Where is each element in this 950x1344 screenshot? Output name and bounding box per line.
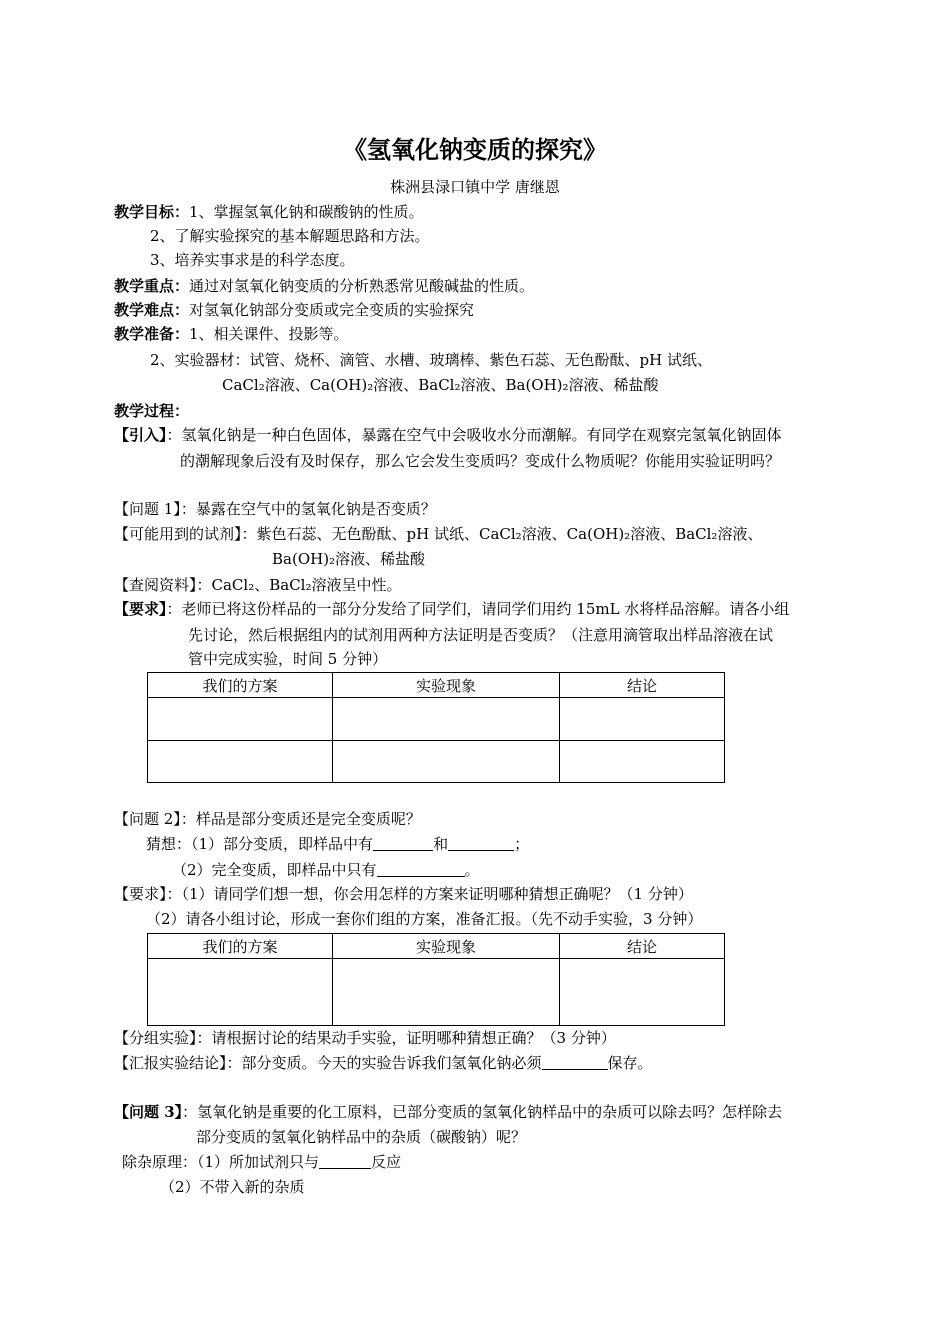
difficulty-line xyxy=(114,299,474,321)
info-text: ：CaCl₂、BaCl₂溶液呈中性。 xyxy=(196,576,402,594)
intro-label: 【引入】 xyxy=(114,426,167,444)
process-label: 教学过程： xyxy=(114,402,190,420)
answer-blank[interactable] xyxy=(373,834,433,851)
objective-item: 2、了解实验探究的基本解题思路和方法。 xyxy=(150,227,430,245)
preparation-item: 2、实验器材：试管、烧杯、滴管、水槽、玻璃棒、紫色石蕊、无色酚酞、pH 试纸、 xyxy=(150,351,712,369)
preparation-item-cont: CaCl₂溶液、Ca(OH)₂溶液、BaCl₂溶液、Ba(OH)₂溶液、稀盐酸 xyxy=(222,376,659,394)
q3-label: 【问题 3】 xyxy=(114,1103,183,1121)
key-point-line xyxy=(114,275,534,297)
guess1-line xyxy=(146,833,529,855)
q2-line xyxy=(114,808,421,830)
q1-line xyxy=(114,498,436,520)
q3-line xyxy=(114,1101,782,1123)
reagents-text: ：紫色石蕊、无色酚酞、pH 试纸、CaCl₂溶液、Ca(OH)₂溶液、BaCl₂溶液、 xyxy=(241,525,763,543)
reagents-line xyxy=(114,523,762,545)
table-cell[interactable] xyxy=(560,959,725,1026)
preparation-item: 1、相关课件、投影等。 xyxy=(189,325,349,343)
table-header: 实验现象 xyxy=(333,673,560,698)
table-header: 实验现象 xyxy=(333,934,560,959)
group-experiment-text: ：请根据讨论的结果动手实验，证明哪种猜想正确？（3 分钟） xyxy=(196,1029,616,1047)
report-text: ：部分变质。今天的实验告诉我们氢氧化钠必须 xyxy=(226,1054,542,1072)
answer-blank[interactable] xyxy=(319,1152,371,1169)
intro-text-cont: 的潮解现象后没有及时保存，那么它会发生变质吗？变成什么物质呢？你能用实验证明吗？ xyxy=(180,452,781,470)
objectives-label: 教学目标： xyxy=(114,203,190,221)
experiment-table-1 xyxy=(147,672,725,783)
q2-text: ：样品是部分变质还是完全变质呢？ xyxy=(180,810,421,828)
guess1-text: （1）部分变质，即样品中有 xyxy=(191,835,374,853)
table-cell[interactable] xyxy=(333,959,560,1026)
experiment-table-2 xyxy=(147,933,725,1026)
q2-label: 【问题 2】 xyxy=(114,810,181,828)
page-title: 《氢氧化钠变质的探究》 xyxy=(343,135,607,164)
table-row xyxy=(148,741,725,783)
difficulty-text: 对氢氧化钠部分变质或完全变质的实验探究 xyxy=(189,301,475,319)
q3-text-cont: 部分变质的氢氧化钠样品中的杂质（碳酸钠）呢？ xyxy=(196,1128,527,1146)
group-experiment-label: 【分组实验】 xyxy=(114,1029,197,1047)
table-header: 我们的方案 xyxy=(148,934,333,959)
info-line xyxy=(114,574,401,596)
requirement-text-cont: 先讨论，然后根据组内的试剂用两种方法证明是否变质？（注意用滴管取出样品溶液在试 xyxy=(188,626,774,644)
table-cell[interactable] xyxy=(148,959,333,1026)
reagents-text-cont: Ba(OH)₂溶液、稀盐酸 xyxy=(272,550,426,568)
principle-label: 除杂原理： xyxy=(122,1153,198,1171)
guess2-end: 。 xyxy=(464,861,480,879)
report-label: 【汇报实验结论】 xyxy=(114,1054,227,1072)
author-line: 株洲县渌口镇中学 唐继恩 xyxy=(390,178,560,196)
key-point-label: 教学重点： xyxy=(114,277,190,295)
preparation-line xyxy=(114,323,349,345)
intro-line xyxy=(114,424,782,446)
requirement-text-cont: （2）请各小组讨论，形成一套你们组的方案，准备汇报。（先不动手实验，3 分钟） xyxy=(146,910,703,928)
difficulty-label: 教学难点： xyxy=(114,301,190,319)
table-row xyxy=(148,959,725,1026)
requirement-label: 【要求】 xyxy=(114,885,167,903)
q1-label: 【问题 1】 xyxy=(114,500,181,518)
table-header: 结论 xyxy=(560,673,725,698)
q1-text: ：暴露在空气中的氢氧化钠是否变质？ xyxy=(180,500,436,518)
answer-blank[interactable] xyxy=(448,834,514,851)
key-point-text: 通过对氢氧化钠变质的分析熟悉常见酸碱盐的性质。 xyxy=(189,277,535,295)
table-cell[interactable] xyxy=(148,698,333,741)
requirement-text: ：（1）请同学们想一想，你会用怎样的方案来证明哪种猜想正确呢？（1 分钟） xyxy=(166,885,693,903)
q1-requirement-line xyxy=(114,598,789,620)
principle2-line: （2）不带入新的杂质 xyxy=(160,1178,305,1196)
q3-text: ：氢氧化钠是重要的化工原料，已部分变质的氢氧化钠样品中的杂质可以除去吗？怎样除去 xyxy=(182,1103,783,1121)
table-cell[interactable] xyxy=(148,741,333,783)
info-label: 【查阅资料】 xyxy=(114,576,197,594)
principle1-line xyxy=(122,1151,401,1173)
table-header: 我们的方案 xyxy=(148,673,333,698)
table-header: 结论 xyxy=(560,934,725,959)
guess2-line xyxy=(172,859,480,881)
guess1-and: 和 xyxy=(433,835,449,853)
objective-item: 3、培养实事求是的科学态度。 xyxy=(150,251,355,269)
reagents-label: 【可能用到的试剂】 xyxy=(114,525,242,543)
requirement-text-cont: 管中完成实验，时间 5 分钟） xyxy=(188,650,388,668)
objectives-line xyxy=(114,201,424,223)
table-row xyxy=(148,698,725,741)
answer-blank[interactable] xyxy=(542,1053,608,1070)
table-cell[interactable] xyxy=(560,741,725,783)
objective-item: 1、掌握氢氧化钠和碳酸钠的性质。 xyxy=(189,203,424,221)
guess1-end: ； xyxy=(514,835,530,853)
guess-label: 猜想： xyxy=(146,835,192,853)
table-cell[interactable] xyxy=(333,741,560,783)
requirement-label: 【要求】 xyxy=(114,600,167,618)
requirement-text: ：老师已将这份样品的一部分分发给了同学们，请同学们用约 15mL 水将样品溶解。请各小组 xyxy=(166,600,790,618)
guess2-text: （2）完全变质，即样品中只有 xyxy=(172,861,377,879)
principle1-end: 反应 xyxy=(371,1153,402,1171)
table-cell[interactable] xyxy=(333,698,560,741)
report-end: 保存。 xyxy=(607,1054,653,1072)
answer-blank[interactable] xyxy=(377,860,465,877)
preparation-label: 教学准备： xyxy=(114,325,190,343)
intro-text: ：氢氧化钠是一种白色固体，暴露在空气中会吸收水分而潮解。有同学在观察完氢氧化钠固体 xyxy=(166,426,782,444)
group-experiment-line xyxy=(114,1027,616,1049)
report-line xyxy=(114,1052,653,1074)
principle1-text: （1）所加试剂只与 xyxy=(197,1153,320,1171)
q2-requirement-line xyxy=(114,883,693,905)
table-cell[interactable] xyxy=(560,698,725,741)
